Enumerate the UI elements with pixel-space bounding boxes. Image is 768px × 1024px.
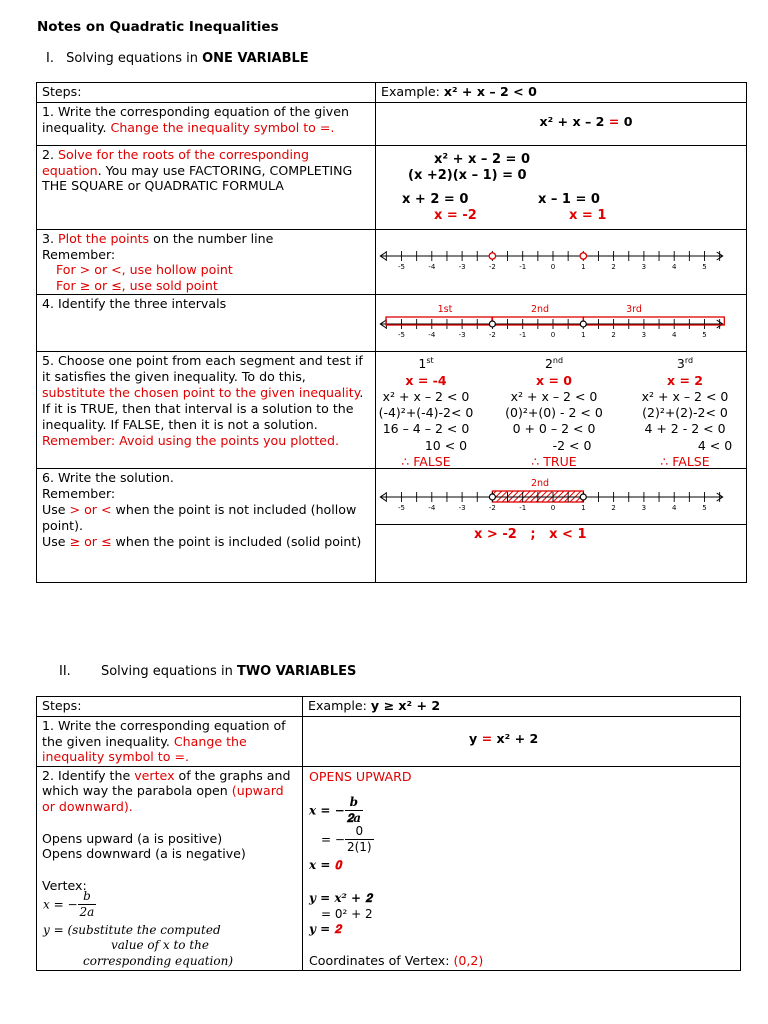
solution-point-minus-two [489, 494, 495, 500]
number-line-tick-label: -1 [519, 263, 527, 271]
number-line-tick-label: 0 [550, 263, 556, 271]
section-one-roman: I. [46, 51, 54, 66]
number-line-tick-label: -2 [488, 504, 496, 513]
step2-root1: x = -2 [434, 208, 477, 223]
number-line-tick-label: -2 [488, 263, 496, 271]
step2-root2: x = 1 [569, 208, 607, 223]
step3-instructions: 3. Plot the points on the number line Remember: For > or <, use hollow point For ≥ or ≤, use sold point [42, 231, 274, 293]
step3-number-line [376, 230, 747, 294]
step2-factor1: x + 2 = 0 [402, 192, 469, 207]
interval-label-1st: 1st [437, 304, 453, 316]
section-one-heading-bold: ONE VARIABLE [202, 51, 309, 66]
test-column-1st: 1st x = -4 x² + x – 2 < 0 (-4)²+(-4)-2< 0 16 – 4 – 2 < 0 10 < 0 ∴ FALSE [378, 356, 474, 469]
number-line-tick-label: -1 [519, 504, 527, 513]
vertex-x-substituted: = − $\frac{0}{2(1)}$ [321, 823, 372, 855]
vertex-x-result: 𝒙 = 𝟎 [309, 857, 342, 872]
example-header: Example: x² + x – 2 < 0 [381, 84, 537, 99]
step6-solution-line [376, 469, 747, 524]
steps-header-2: Steps: [42, 698, 82, 713]
number-line-tick-label: 2 [611, 331, 616, 340]
number-line-tick-label: 5 [702, 263, 707, 271]
number-line-tick-label: 4 [671, 331, 677, 340]
vertex-x-bold-formula: 𝒙 = − $\frac{\text{𝒃}}{\text{𝟐𝒂}}$ [309, 794, 362, 826]
vertex-x-formula: x = − $\frac{b}{2a}$ [43, 888, 95, 920]
number-line-tick-label: 0 [550, 504, 556, 513]
vertex-y-formula: y = (substitute the computed value of x to the corresponding equation) [43, 922, 234, 968]
number-line-tick-label: -4 [428, 263, 436, 271]
section-two-heading [59, 664, 356, 679]
number-line-tick-label: 4 [671, 504, 677, 513]
hollow-point-one [580, 253, 586, 259]
section-one-table [36, 82, 747, 583]
vertex-y-substituted: = 0² + 2 [321, 906, 373, 921]
interval-label-2nd: 2nd [530, 304, 550, 316]
solution-text: x > -2 ; x < 1 [474, 527, 587, 543]
example-header-2: Example: y ≥ x² + 2 [308, 698, 441, 713]
number-line-tick-label: -1 [519, 331, 527, 340]
vertex-y-equation: 𝒚 = 𝒙² + 𝟐 [309, 890, 372, 905]
number-line-tick-label: -5 [398, 263, 405, 271]
opens-upward-label: OPENS UPWARD [309, 768, 412, 784]
section2-step1-instructions: 1. Write the corresponding equation of the given inequality. Change the inequality symbol to =. [42, 718, 286, 765]
number-line-tick-label: -3 [458, 504, 466, 513]
vertex-coordinates: Coordinates of Vertex: (0,2) [309, 952, 484, 968]
number-line-tick-label: -5 [398, 504, 405, 513]
number-line-tick-label: 2 [611, 504, 616, 513]
interval-point-one [580, 321, 586, 327]
solution-point-one [580, 494, 586, 500]
step2-eq1: x² + x – 2 = 0 [434, 152, 530, 167]
step5-instructions: 5. Choose one point from each segment and test if it satisfies the given inequality. To do this, substitute the chosen point to the given inequality. If it is TRUE, then that interval is a solution to the inequality. If FALSE, then it is not a solution. Remember: Avoid using the points you plotted. [42, 353, 364, 449]
interval-label-3rd: 3rd [626, 304, 642, 316]
number-line-tick-label: 3 [641, 331, 647, 340]
step4-instructions: 4. Identify the three intervals [42, 296, 227, 312]
section-one-heading-text: Solving equations in [66, 51, 203, 66]
number-line-tick-label: 0 [550, 331, 556, 340]
number-line-tick-label: 3 [641, 263, 647, 271]
solution-divider [376, 524, 747, 525]
number-line-tick-label: 4 [671, 263, 677, 271]
number-line-tick-label: 1 [581, 504, 586, 513]
section-one-heading [46, 51, 309, 66]
number-line-tick-label: -4 [428, 504, 436, 513]
number-line-tick-label: 1 [581, 263, 586, 271]
step1-equation: x² + x – 2 = 0 [539, 114, 633, 129]
number-line-tick-label: 1 [581, 331, 586, 340]
section-two-table [36, 696, 741, 971]
section2-step1-equation: y = x² + 2 [469, 731, 539, 746]
step1-instructions: 1. Write the corresponding equation of the given inequality. Change the inequality symbol to =. [42, 104, 349, 135]
vertex-y-result: 𝒚 = 𝟐 [309, 921, 342, 936]
section-two-heading-text: Solving equations in [100, 664, 237, 679]
step6-instructions: 6. Write the solution. Remember: Use > or < when the point is not included (hollow point). Use ≥ or ≤ when the point is included (solid point) [42, 470, 362, 550]
number-line-tick-label: -5 [398, 331, 405, 340]
section-two-heading-bold: TWO VARIABLES [236, 664, 357, 679]
number-line-tick-label: 5 [702, 331, 707, 340]
step2-instructions: 2. Solve for the roots of the corresponding equation. You may use FACTORING, COMPLETING THE SQUARE or QUADRATIC FORMULA [42, 147, 353, 194]
number-line-tick-label: 3 [641, 504, 647, 513]
steps-header: Steps: [42, 84, 82, 99]
section-two-roman: II. [59, 664, 71, 679]
number-line-tick-label: -3 [458, 263, 466, 271]
test-column-2nd: 2nd x = 0 x² + x – 2 < 0 (0)²+(0) - 2 < 0 0 + 0 – 2 < 0 -2 < 0 ∴ TRUE [505, 356, 603, 469]
section2-step2-instructions: 2. Identify the vertex of the graphs and which way the parabola open (upward or downward). Opens upward (a is positive) Opens downward (a is negative) Vertex: [42, 767, 291, 893]
interval-point-minus-two [489, 321, 495, 327]
number-line-tick-label: 5 [702, 504, 707, 513]
step4-intervals [376, 295, 747, 352]
hollow-point-minus-two [489, 253, 495, 259]
number-line-tick-label: -4 [428, 331, 436, 340]
page-title: Notes on Quadratic Inequalities [37, 19, 279, 35]
number-line-tick-label: -3 [458, 331, 466, 340]
number-line-tick-label: 2 [611, 263, 616, 271]
test-column-3rd: 3rd x = 2 x² + x – 2 < 0 (2)²+(2)-2< 0 4 + 2 - 2 < 0 4 < 0 ∴ FALSE [641, 356, 733, 469]
number-line-tick-label: -2 [488, 331, 496, 340]
step2-factor2: x – 1 = 0 [538, 192, 600, 207]
solution-interval-label: 2nd [530, 478, 550, 490]
step2-eq2: (x +2)(x – 1) = 0 [408, 168, 527, 183]
